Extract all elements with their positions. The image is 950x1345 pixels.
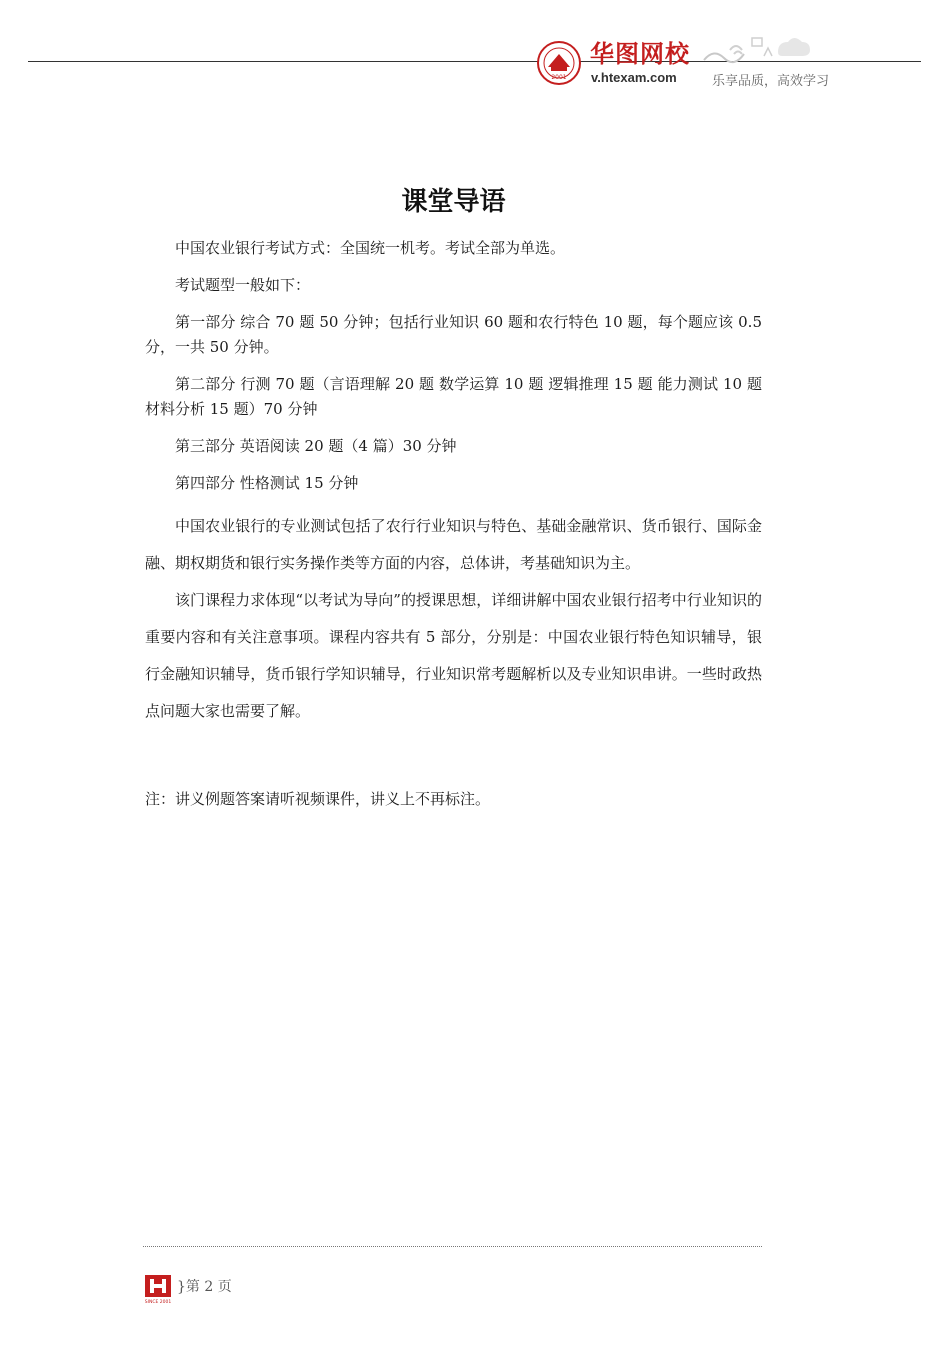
- paragraph-question-types-intro: 考试题型一般如下：: [175, 276, 311, 294]
- paragraph-part-one: 第一部分 综合 70 题 50 分钟；包括行业知识 60 题和农行特色 10 题，每个题应该 0.5 分，一共 50 分钟。: [145, 313, 762, 356]
- svg-text:2001: 2001: [551, 74, 567, 81]
- brand-slogan: 乐享品质，高效学习: [712, 74, 830, 89]
- document-body: [145, 236, 762, 809]
- footer-logo-icon: [143, 1273, 173, 1305]
- note: 注：讲义例题答案请听视频课件，讲义上不再标注。: [145, 790, 491, 808]
- paragraph-exam-format: 中国农业银行考试方式：全国统一机考。考试全部为单选。: [175, 239, 566, 257]
- brand-url: v.htexam.com: [591, 70, 677, 85]
- page-number: }第 2 页: [177, 1279, 232, 1295]
- svg-text:SINCE 2001: SINCE 2001: [144, 1300, 172, 1305]
- paragraph-part-three: 第三部分 英语阅读 20 题（4 篇）30 分钟: [175, 437, 457, 455]
- paragraph-course-description: 该门课程力求体现“以考试为导向”的授课思想，详细讲解中国农业银行招考中行业知识的重要内容和有关注意事项。课程内容共有 5 部分，分别是：中国农业银行特色知识辅导，银行金融知识辅导，货币银行学知识辅导，行业知识常考题解析以及专业知识串讲。一些时政热点问题大家也需要了解。: [145, 591, 762, 720]
- paragraph-part-four: 第四部分 性格测试 15 分钟: [175, 474, 359, 492]
- brand-name: 华图网校: [590, 40, 690, 68]
- paragraph-part-two: 第二部分 行测 70 题（言语理解 20 题 数学运算 10 题 逻辑推理 15 题 能力测试 10 题 材料分析 15 题）70 分钟: [145, 375, 762, 418]
- school-seal-logo: [536, 40, 582, 86]
- decorative-doodle-icon: [700, 30, 812, 72]
- paragraph-professional-test: 中国农业银行的专业测试包括了农行行业知识与特色、基础金融常识、货币银行、国际金融、期权期货和银行实务操作类等方面的内容，总体讲，考基础知识为主。: [145, 517, 762, 572]
- document-title: 课堂导语: [401, 187, 506, 217]
- footer-rule: [143, 1246, 762, 1247]
